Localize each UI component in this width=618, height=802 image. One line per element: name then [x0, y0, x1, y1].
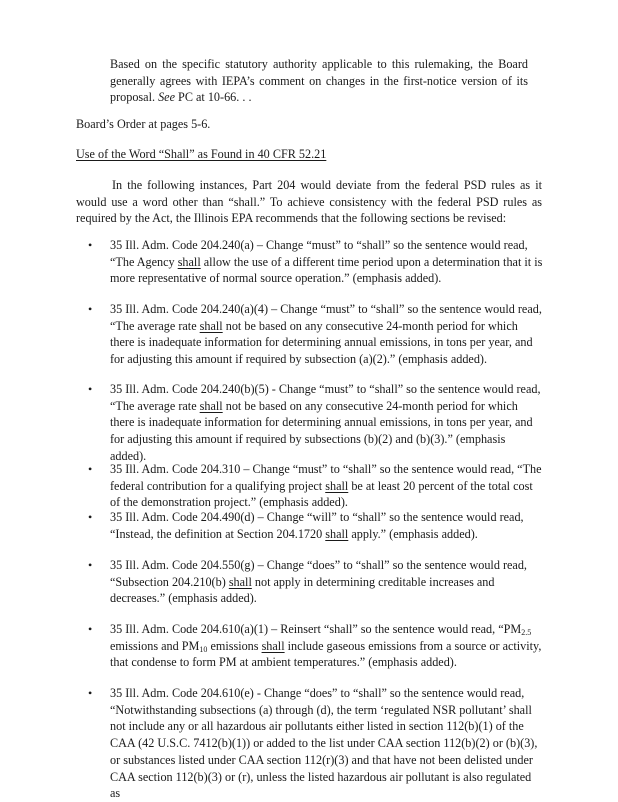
emphasis-shall: shall	[261, 638, 285, 653]
intro-paragraph: In the following instances, Part 204 would deviate from the federal PSD rules as it would use a word other than “shall.” To achieve consistency with the federal PSD rules as required by the Act, the Illinois EPA recommends that the following sections be revised:	[76, 178, 542, 226]
list-item: • 35 Ill. Adm. Code 204.550(g) – Change “does” to “shall” so the sentence would read, “Subsection 204.210(b) shall not apply in determining creditable increases and decreases.” (emphasis added).	[88, 558, 527, 606]
list-item: • 35 Ill. Adm. Code 204.490(d) – Change “will” to “shall” so the sentence would read, “Instead, the definition at Section 204.1720 shall apply.” (emphasis added).	[88, 510, 524, 541]
block-quote	[110, 56, 528, 106]
bullet-icon: •	[88, 302, 93, 316]
list-item: • 35 Ill. Adm. Code 204.240(b)(5) - Change “must” to “shall” so the sentence would read, “The average rate shall not be based on any consecutive 24-month period for which there is inadequate information for determining annual emissions, in tons per year, and for adjusting this amount if required by subsections (b)(2) and (b)(3).” (emphasis added).	[88, 382, 541, 463]
citation-text: PC at 10-66. . .	[178, 90, 252, 105]
board-order-reference: Board’s Order at pages 5-6.	[76, 117, 211, 131]
bullet-icon: •	[88, 382, 93, 396]
emphasis-shall: shall	[228, 574, 252, 589]
quote-text: Based on the specific statutory authority applicable to this rulemaking, the Board generally agrees with IEPA’s comment on changes in the first-notice version of its proposal.	[110, 57, 528, 105]
list-item: • 35 Ill. Adm. Code 204.310 – Change “must” to “shall” so the sentence would read, “The federal contribution for a qualifying project shall be at least 20 percent of the total cost of the demonstration project.” (emphasis added).	[88, 462, 542, 510]
list-item: • 35 Ill. Adm. Code 204.240(a) – Change “must” to “shall” so the sentence would read, “The Agency shall allow the use of a different time period upon a determination that it is more representative of normal source operation.” (emphasis added).	[88, 238, 543, 286]
emphasis-shall: shall	[325, 478, 349, 493]
bullet-icon: •	[88, 686, 93, 700]
list-item: • 35 Ill. Adm. Code 204.610(a)(1) – Reinsert “shall” so the sentence would read, “$PM_{2.5}$ emissions and $PM_{10}$ emissions shall include gaseous emissions from a source or activity, that condense to form PM at ambient temperatures.” (emphasis added).	[88, 622, 542, 670]
emphasis-shall: shall	[177, 254, 201, 269]
emphasis-shall: shall	[199, 318, 223, 333]
bullet-icon: •	[88, 462, 93, 476]
emphasis-shall: shall	[325, 526, 349, 541]
bullet-icon: •	[88, 622, 93, 636]
citation-see: See	[158, 90, 175, 105]
bullet-icon: •	[88, 238, 93, 252]
bullet-icon: •	[88, 558, 93, 572]
bullet-icon: •	[88, 510, 93, 524]
section-heading: Use of the Word “Shall” as Found in 40 CFR 52.21	[76, 147, 327, 161]
list-item: • 35 Ill. Adm. Code 204.610(e) - Change “does” to “shall” so the sentence would read, “Notwithstanding subsections (a) through (d), the term ‘regulated NSR pollutant’ shall not include any or all hazardous air pollutants either listed in section 112(b)(1) of the CAA (42 U.S.C. 7412(b)(1)) or added to the list under CAA section 112(b)(2) or (b)(3), or substances listed under CAA section 112(r)(3) and that have not been delisted under CAA section 112(b)(3) or (r), unless the listed hazardous air pollutant is also regulated as	[88, 686, 538, 801]
emphasis-shall: shall	[199, 398, 223, 413]
list-item: • 35 Ill. Adm. Code 204.240(a)(4) – Change “must” to “shall” so the sentence would read, “The average rate shall not be based on any consecutive 24-month period for which there is inadequate information for determining annual emissions, in tons per year, and for adjusting this amount if required by subsection (a)(2).” (emphasis added).	[88, 302, 542, 367]
